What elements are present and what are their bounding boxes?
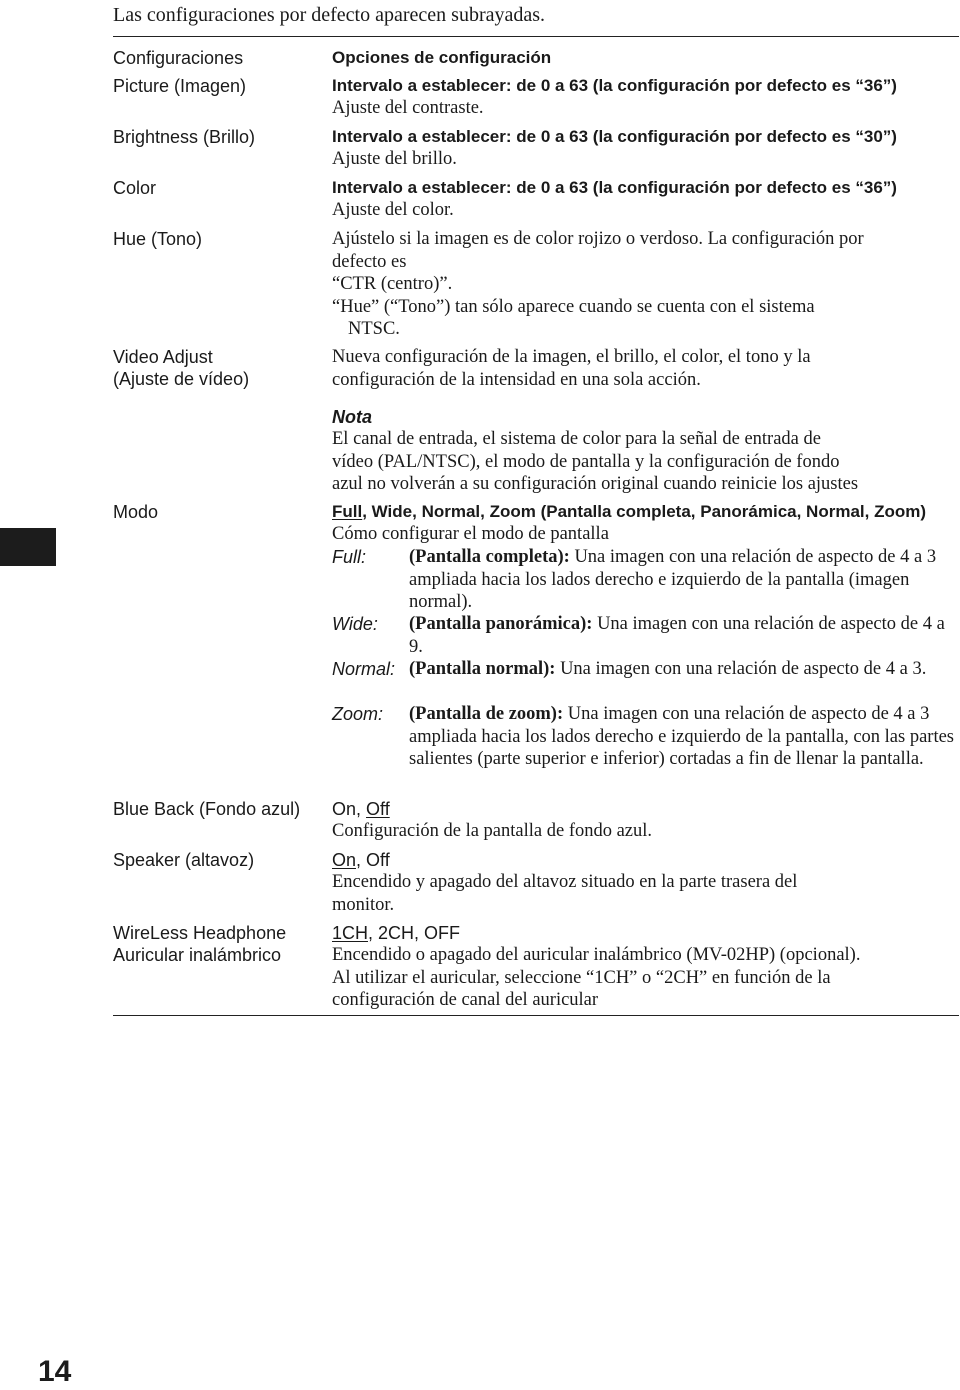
blue-back-desc: Configuración de la pantalla de fondo azul. [332,821,653,841]
desc-brightness: Ajuste del brillo. [332,149,457,169]
speaker-options [332,849,959,871]
wireless-other-options: , 2CH, OFF [368,923,461,943]
mode-full-text: Una imagen con una relación de aspecto de 4 a 3 ampliada hacia los lados derecho e izquierdo de la pantalla (imagen normal). [409,547,937,612]
speaker-other-options: , Off [356,850,390,870]
hue-line-3: “CTR (centro)”. [332,274,453,294]
mode-zoom-name: (Pantalla de zoom): [409,704,564,724]
options-modo [332,501,959,546]
nota-line-1: El canal de entrada, el sistema de color para la señal de entrada de [332,429,821,449]
mode-wide-term: Wide: [332,614,378,634]
mode-normal-name: (Pantalla normal): [409,659,556,679]
mode-zoom-text: Una imagen con una relación de aspecto de 4 a 3 ampliada hacia los lados derecho e izquierdo de la pantalla, con las partes salientes (parte superior e inferior) cortadas a fin de llenar la pantalla. [409,704,955,769]
label-video-adjust-es: (Ajuste de vídeo) [113,369,250,389]
mode-normal-term: Normal: [332,659,396,679]
mode-wide-name: (Pantalla panorámica): [409,614,593,634]
mode-full-desc [409,546,959,614]
hue-line-4: “Hue” (“Tono”) tan sólo aparece cuando se cuenta con el sistema [332,296,815,317]
mode-normal-desc [409,658,959,681]
mode-full-name: (Pantalla completa): [409,547,570,567]
range-color: Intervalo a establecer: de 0 a 63 (la configuración por defecto es “36”) [332,178,897,197]
range-picture: Intervalo a establecer: de 0 a 63 (la configuración por defecto es “36”) [332,76,897,95]
hue-line-5: NTSC. [348,319,400,339]
range-brightness: Intervalo a establecer: de 0 a 63 (la configuración por defecto es “30”) [332,127,897,146]
label-wireless-es: Auricular inalámbrico [113,945,282,965]
desc-color: Ajuste del color. [332,200,454,220]
blue-back-on-option: On, [332,799,367,819]
label-wireless [113,922,286,966]
label-speaker: Speaker (altavoz) [113,850,255,870]
mode-wide-text: Una imagen con una relación de aspecto de 4 a 9. [409,614,945,657]
label-hue: Hue (Tono) [113,229,203,249]
modo-default-option: Full [332,502,363,521]
table-bottom-rule [113,1015,959,1016]
label-modo: Modo [113,502,159,522]
intro-text: Las configuraciones por defecto aparecen subrayadas. [113,4,546,26]
section-tab-marker [0,528,56,566]
blue-back-default-option: Off [366,799,390,819]
speaker-line-1: Encendido y apagado del altavoz situado en la parte trasera del [332,872,798,892]
options-picture [332,75,959,120]
modo-desc: Cómo configurar el modo de pantalla [332,524,609,544]
mode-zoom-desc [409,703,959,771]
mode-wide-desc [409,613,959,658]
video-adjust-line-2: configuración de la intensidad en una sola acción. [332,369,701,390]
label-blue-back: Blue Back (Fondo azul) [113,799,301,819]
nota-title: Nota [332,407,372,427]
speaker-default-option: On [332,850,357,870]
video-adjust-line-1: Nueva configuración de la imagen, el brillo, el color, el tono y la [332,347,811,367]
modo-other-options: , Wide, Normal, Zoom (Pantalla completa, Panorámica, Normal, Zoom) [362,502,927,521]
label-wireless-en: WireLess Headphone [113,923,287,943]
desc-picture: Ajuste del contraste. [332,98,484,118]
nota-line-3: azul no volverán a su configuración original cuando reinicie los ajustes [332,474,859,494]
blue-back-options [332,798,959,820]
header-options: Opciones de configuración [332,48,552,67]
options-video-adjust [332,346,959,496]
table-top-rule [113,36,959,37]
options-brightness [332,126,959,171]
wireless-line-2: Al utilizar el auricular, seleccione “1CH” o “2CH” en función de la [332,967,831,988]
mode-normal-text: Una imagen con una relación de aspecto de 4 a 3. [555,659,927,679]
options-speaker [332,849,959,916]
wireless-line-1: Encendido o apagado del auricular inalámbrico (MV-02HP) (opcional). [332,945,861,965]
label-brightness: Brightness (Brillo) [113,127,256,147]
wireless-default-option: 1CH [332,923,369,943]
wireless-options [332,922,959,944]
label-picture: Picture (Imagen) [113,76,247,96]
wireless-line-3: configuración de canal del auricular [332,990,599,1010]
label-video-adjust [113,346,249,390]
label-video-adjust-en: Video Adjust [113,347,213,367]
options-color [332,177,959,222]
hue-line-1: Ajústelo si la imagen es de color rojizo o verdoso. La configuración por [332,229,864,249]
header-settings: Configuraciones [113,48,244,68]
nota-line-2: vídeo (PAL/NTSC), el modo de pantalla y la configuración de fondo [332,451,840,472]
mode-zoom-term: Zoom: [332,704,384,724]
hue-line-2: defecto es [332,251,407,272]
options-wireless [332,922,959,1012]
mode-full-term: Full: [332,547,367,567]
options-hue [332,228,959,341]
options-blue-back [332,798,959,843]
modo-options [332,501,959,523]
page-number: 14 [38,1355,72,1388]
speaker-line-2: monitor. [332,894,395,915]
label-color: Color [113,178,157,198]
